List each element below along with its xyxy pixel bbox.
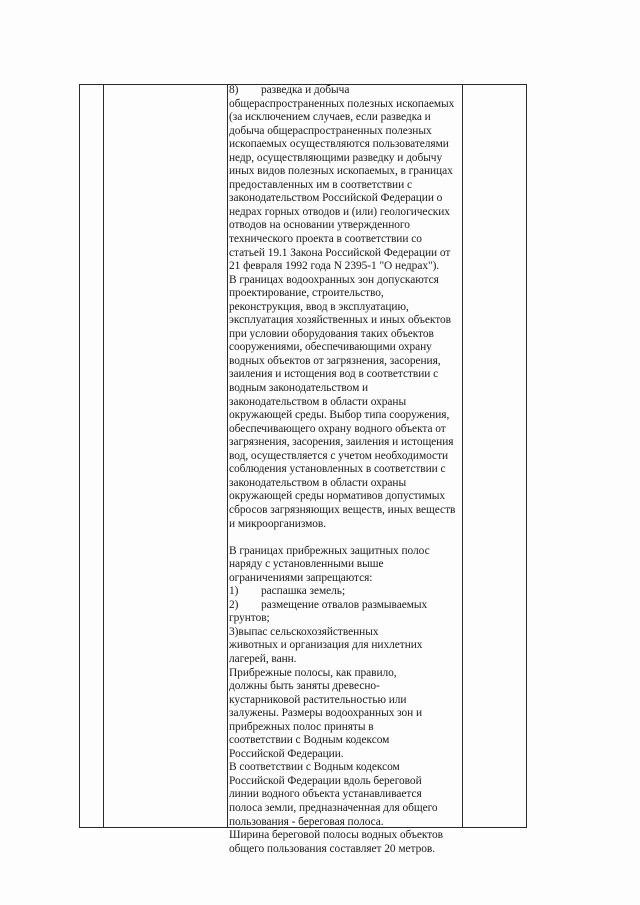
list-item-text: разведка и добыча — [261, 84, 350, 96]
text-line: загрязнения, засорения, заиления и истощения — [229, 436, 454, 449]
list-number: 2) — [229, 598, 239, 611]
text-line: 21 февраля 1992 года N 2395-1 "О недрах"). — [229, 260, 440, 273]
list-item-text: распашка земель; — [261, 585, 346, 598]
text-line: при условии оборудования таких объектов — [229, 327, 434, 340]
text-line: В границах водоохранных зон допускаются — [229, 273, 439, 286]
text-line: окружающей среды нормативов допустимых — [229, 490, 446, 503]
text-line: В границах прибрежных защитных полос — [229, 544, 430, 557]
list-number: 1) — [229, 585, 239, 598]
text-line: законодательством в области охраны — [229, 395, 407, 408]
text-line: пользования - береговая полоса. — [229, 815, 384, 828]
text-line: и микроорганизмов. — [229, 517, 327, 530]
text-line: обеспечивающего охрану водного объекта от — [229, 422, 446, 435]
text-line: Ширина береговой полосы водных объектов — [229, 829, 443, 842]
text-line: Прибрежные полосы, как правило, — [229, 666, 397, 679]
text-line: технического проекта в соответствии со — [229, 233, 422, 246]
paragraph-gap — [229, 531, 463, 545]
text-line: проектирование, строительство, — [229, 287, 384, 300]
text-line: прибрежных полос приняты в — [229, 720, 374, 733]
list-number: 8) — [229, 84, 239, 96]
text-line: водным законодательством и — [229, 382, 369, 395]
text-line: сооружениями, обеспечивающими охрану — [229, 341, 432, 354]
text-line: общераспространенных полезных ископаемых — [229, 97, 455, 110]
text-line: заиления и истощения вод в соответствии с — [229, 368, 439, 381]
paragraph-block-1 — [229, 84, 463, 531]
text-line: реконструкция, ввод в эксплуатацию, — [229, 300, 409, 313]
paragraph-block-2 — [229, 545, 463, 857]
text-line: В соответствии с Водным кодексом — [229, 761, 400, 774]
text-line: эксплуатация хозяйственных и иных объектов — [229, 314, 451, 327]
text-line: недр, осуществляющими разведку и добычу — [229, 151, 443, 164]
text-line: залужены. Размеры водоохранных зон и — [229, 707, 423, 720]
text-line — [229, 585, 463, 599]
text-line: иных видов полезных ископаемых, в границах — [229, 165, 453, 178]
text-line: окружающей среды. Выбор типа сооружения, — [229, 409, 450, 422]
text-line: добыча общераспространенных полезных — [229, 124, 432, 137]
table-right-border — [526, 85, 527, 828]
text-line: линии водного объекта устанавливается — [229, 788, 422, 801]
text-line: грунтов; — [229, 612, 270, 625]
text-line: Российской Федерации. — [229, 747, 344, 760]
text-line: должны быть заняты древесно- — [229, 680, 380, 693]
text-line: кустарниковой растительностью или — [229, 693, 407, 706]
table-cell-text — [229, 84, 463, 856]
text-line: (за исключением случаев, если разведка и — [229, 111, 431, 124]
text-line: отводов на основании утвержденного — [229, 219, 410, 232]
text-line: соответствии с Водным кодексом — [229, 734, 390, 747]
text-line: сбросов загрязняющих веществ, иных веществ — [229, 503, 456, 516]
text-line: вод, осуществляется с учетом необходимости — [229, 449, 449, 462]
text-line — [229, 599, 463, 613]
text-line: ископаемых осуществляются пользователями — [229, 138, 449, 151]
text-line: водных объектов от загрязнения, засорения, — [229, 354, 441, 367]
text-line: ограничениями запрещаются: — [229, 571, 373, 584]
list-item-text: размещение отвалов размываемых — [261, 598, 428, 611]
table-column-divider-1 — [103, 85, 104, 828]
text-line: законодательством Российской Федерации о — [229, 192, 443, 205]
text-line: статьей 19.1 Закона Российской Федерации от — [229, 246, 451, 259]
text-line: Российской Федерации вдоль береговой — [229, 774, 422, 787]
table-column-divider-2 — [227, 85, 228, 828]
text-line: 3)выпас сельскохозяйственных — [229, 625, 379, 638]
text-line — [229, 84, 463, 98]
text-line: законодательством в области охраны — [229, 476, 407, 489]
table-left-border — [79, 85, 80, 828]
text-line: полоса земли, предназначенная для общего — [229, 801, 438, 814]
text-line: общего пользования составляет 20 метров. — [229, 842, 435, 855]
text-line: предоставленных им в соответствии с — [229, 178, 412, 191]
text-line: недрах горных отводов и (или) геологических — [229, 205, 450, 218]
text-line: лагерей, ванн. — [229, 652, 297, 665]
text-line: наряду с установленными выше — [229, 558, 384, 571]
text-line: соблюдения установленных в соответствии с — [229, 463, 446, 476]
text-line: животных и организация для нихлетних — [229, 639, 423, 652]
